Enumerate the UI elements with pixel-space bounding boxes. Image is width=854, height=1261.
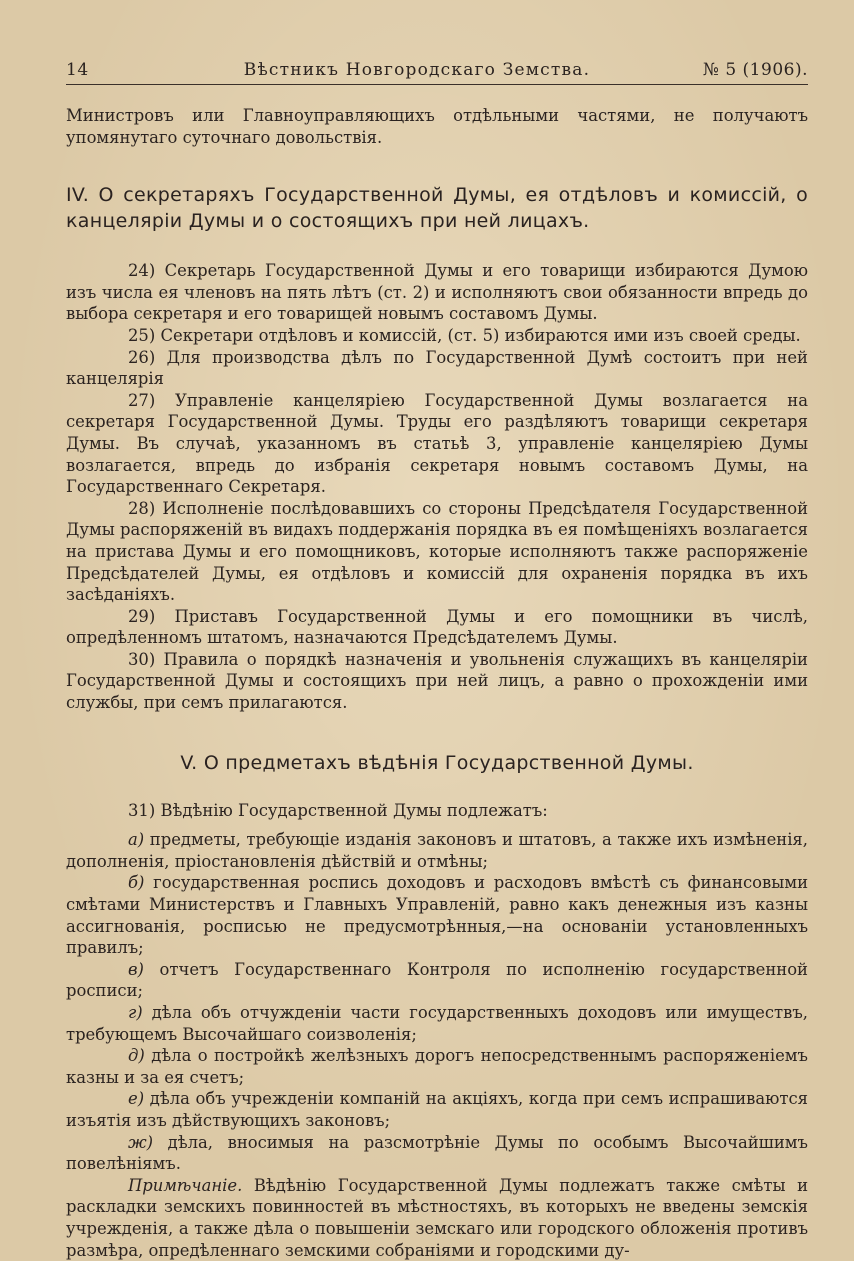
- note-label: Примѣчаніе.: [128, 1175, 243, 1195]
- item-letter: б): [128, 873, 145, 893]
- note-text: Вѣдѣнію Государственной Думы подлежатъ также смѣты и раскладки земскихъ повинностей въ мѣстностяхъ, въ которыхъ не введены земскія учрежденія, а также дѣла о повышеніи земскаго или городского обложенія противъ размѣра, опредѣленнаго земскими собраніями и городскими ду-: [66, 1175, 808, 1260]
- item-text: дѣла, вносимыя на разсмотрѣніе Думы по особымъ Высочайшимъ повелѣніямъ.: [66, 1132, 808, 1174]
- article-30: 30) Правила о порядкѣ назначенія и увольненія служащихъ въ канцеляріи Государственной Думы и состоящихъ при ней лицъ, а равно о прохожденіи ими службы, при семъ прилагаются.: [66, 649, 808, 713]
- header-rule: [66, 84, 808, 85]
- article-31-item-a: [66, 829, 808, 872]
- running-header: [66, 60, 808, 84]
- issue-number: № 5 (1906).: [702, 60, 808, 80]
- item-text: дѣла объ учрежденіи компаній на акціяхъ, когда при семъ испрашиваются изъятія изъ дѣйствующихъ законовъ;: [66, 1089, 808, 1130]
- item-letter: а): [128, 830, 145, 850]
- article-28: 28) Исполненіе послѣдовавшихъ со стороны Предсѣдателя Государственной Думы распоряженій въ видахъ поддержанія порядка въ ея помѣщеніяхъ возлагается на пристава Думы и его помощниковъ, которые исполняютъ также распоряженіе Предсѣдателей Думы, ея отдѣловъ и комиссій для охраненія порядка въ ихъ засѣданіяхъ.: [66, 498, 808, 605]
- intro-text: Министровъ или Главноуправляющихъ отдѣльными частями, не получаютъ упомянутаго суточнаго довольствія.: [66, 106, 808, 147]
- spacer: [66, 821, 808, 829]
- article-24: 24) Секретарь Государственной Думы и его товарищи избираются Думою изъ числа ея членовъ на пять лѣтъ (ст. 2) и исполняютъ свои обязанности впредь до выбора секретаря и его товарищей новымъ составомъ Думы.: [66, 261, 808, 324]
- item-letter: е): [128, 1089, 145, 1109]
- page-number: 14: [66, 60, 89, 80]
- article-31-item-d: [66, 1045, 808, 1088]
- item-text: дѣла о постройкѣ желѣзныхъ дорогъ непосредственнымъ распоряженіемъ казны и за ея счетъ;: [66, 1046, 808, 1087]
- article-31-item-g: [66, 1002, 808, 1045]
- journal-title: Вѣстникъ Новгородскаго Земства.: [243, 60, 591, 80]
- article-26: 26) Для производства дѣлъ по Государственной Думѣ состоитъ при ней канцелярія: [66, 347, 808, 389]
- item-text: предметы, требующіе изданія законовъ и штатовъ, а также ихъ измѣненія, дополненія, пріостановленія дѣйствій и отмѣны;: [66, 830, 808, 871]
- article-31-item-b: [66, 872, 808, 958]
- item-text: государственная роспись доходовъ и расходовъ вмѣстѣ съ финансовыми смѣтами Министерствъ и Главныхъ Управленій, равно какъ денежныя изъ казны ассигнованія, росписью не предусмотрѣнныя,—на основаніи установленныхъ правилъ;: [66, 873, 808, 958]
- section-4-heading: IV. О секретаряхъ Государственной Думы, ея отдѣловъ и комиссій, о канцеляріи Думы и о состоящихъ при ней лицахъ.: [66, 184, 808, 233]
- article-31-item-e: [66, 1088, 808, 1131]
- item-text: дѣла объ отчужденіи части государственныхъ доходовъ или имуществъ, требующемъ Высочайшаго соизволенія;: [66, 1003, 808, 1044]
- article-29: 29) Приставъ Государственной Думы и его помощники въ числѣ, опредѣленномъ штатомъ, назначаются Предсѣдателемъ Думы.: [66, 606, 808, 648]
- item-text: отчетъ Государственнаго Контроля по исполненію государственной росписи;: [66, 959, 808, 1001]
- note-paragraph: [66, 1175, 808, 1261]
- item-letter: ж): [128, 1132, 154, 1152]
- item-letter: г): [128, 1003, 143, 1022]
- article-31-item-v: [66, 959, 808, 1002]
- item-letter: в): [128, 959, 144, 979]
- article-25: 25) Секретари отдѣловъ и комиссій, (ст. 5) избираются ими изъ своей среды.: [128, 325, 801, 345]
- article-31-lead: 31) Вѣдѣнію Государственной Думы подлежатъ:: [128, 800, 548, 820]
- article-27: 27) Управленіе канцеляріею Государственной Думы возлагается на секретаря Государственной Думы. Труды его раздѣляютъ товарищи секретаря Думы. Въ случаѣ, указанномъ въ статьѣ 3, управленіе канцеляріею Думы возлагается, впредь до избранія секретаря новымъ составомъ Думы, на Государственнаго Секретаря.: [66, 390, 808, 497]
- section-5-heading: V. О предметахъ вѣдѣнія Государственной Думы.: [180, 751, 694, 774]
- item-letter: д): [128, 1046, 145, 1066]
- article-31-item-zh: [66, 1132, 808, 1175]
